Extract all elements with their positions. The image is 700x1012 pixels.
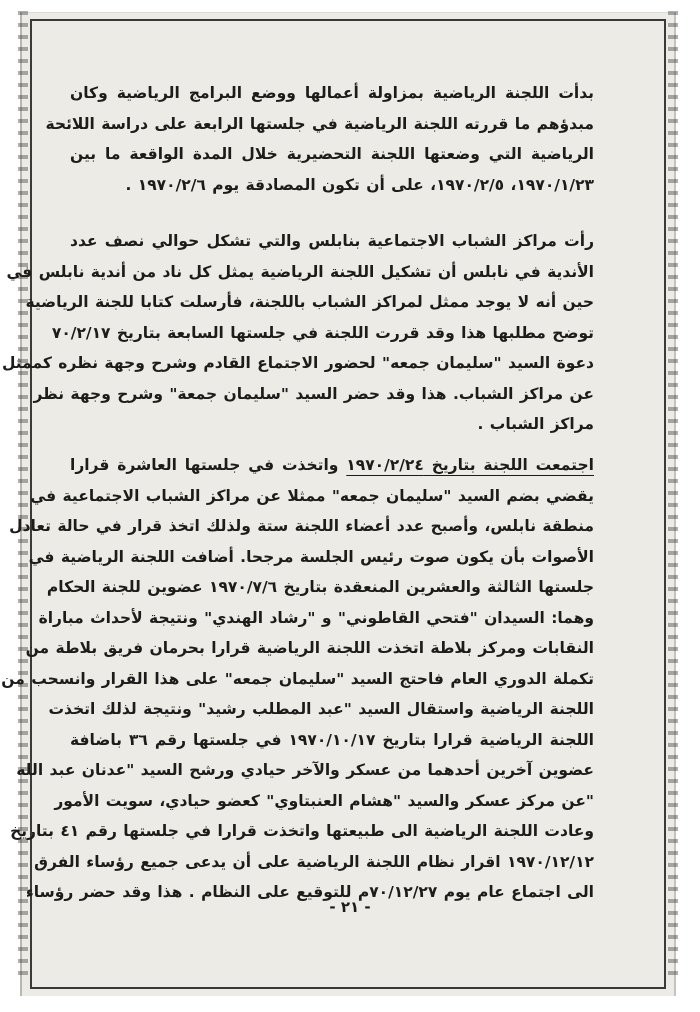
- paragraph-line: "عن مركز عسكر والسيد "هشام العنبتاوي" كعضو حيادي، سويت الأمور: [54, 791, 594, 810]
- paragraph-line: ١٩٧٠/١٢/١٢ اقرار نظام اللجنة الرياضية على أن يدعى جميع رؤساء الفرق: [34, 852, 594, 871]
- paragraph-line: حين أنه لا يوجد ممثل لمراكز الشباب باللجنة، فأرسلت كتابا للجنة الرياضية: [25, 293, 594, 311]
- paragraph-line: عن مراكز الشباب. هذا وقد حضر السيد "سليمان جمعة" وشرح وجهة نظر: [33, 384, 594, 403]
- paragraph-line-rest: واتخذت في جلستها العاشرة قرارا: [70, 456, 347, 474]
- paragraph-line: دعوة السيد "سليمان جمعه" لحضور الاجتماع القادم وشرح وجهة نظره كممثل: [1, 354, 594, 372]
- paragraph-line: عضوين آخرين أحدهما من عسكر والآخر حيادي ورشح السيد "عدنان عبد الله: [16, 761, 594, 779]
- page-number: - ٢١ -: [329, 898, 371, 916]
- paragraph-line: بدأت اللجنة الرياضية بمزاولة أعمالها ووضع البرامج الرياضية وكان: [70, 84, 594, 102]
- paragraph-line: الأصوات بأن يكون صوت رئيس الجلسة مرجحا. أضافت اللجنة الرياضية في: [28, 547, 594, 566]
- paragraph-line: رأت مراكز الشباب الاجتماعية بنابلس والتي تشكل حوالي نصف عدد: [70, 232, 594, 250]
- paragraph-line: وهما: السيدان "فتحي القاطوني" و "رشاد الهندي" ونتيجة لأحداث مباراة: [38, 608, 594, 627]
- paragraph-line: مراكز الشباب .: [477, 415, 594, 433]
- paragraph-line: جلستها الثالثة والعشرين المنعقدة بتاريخ ١٩٧٠/٧/٦ عضوين للجنة الحكام: [46, 578, 594, 596]
- paragraph-line: مبدؤهم ما قررته اللجنة الرياضية في جلستها الرابعة على دراسة اللائحة: [45, 114, 594, 133]
- right-edge-marks: [668, 11, 678, 981]
- paragraph-line: اللجنة الرياضية قرارا بتاريخ ١٩٧٠/١٠/١٧ في جلستها رقم ٣٦ باضافة: [70, 730, 594, 749]
- paragraph-line: ١٩٧٠/١/٢٣، ١٩٧٠/٢/٥، على أن تكون المصادقة يوم ١٩٧٠/٢/٦ .: [125, 175, 594, 194]
- paragraph-3: [1, 450, 594, 908]
- paragraph-line: تكملة الدوري العام فاحتج السيد "سليمان جمعه" على هذا القرار وانسحب من: [1, 669, 594, 688]
- paragraph-line: توضح مطلبها هذا وقد قررت اللجنة في جلستها السابعة بتاريخ ٧٠/٢/١٧: [51, 323, 594, 342]
- paragraph-line: يقضي بضم السيد "سليمان جمعه" ممثلا عن مراكز الشباب الاجتماعية في: [30, 486, 594, 505]
- paragraph-line: الرياضية التي وضعتها اللجنة التحضيرية خلال المدة الواقعة ما بين: [70, 145, 594, 163]
- paragraph-1: [45, 78, 594, 200]
- paragraph-line: وعادت اللجنة الرياضية الى طبيعتها واتخذت قرارا في جلستها رقم ٤١ بتاريخ: [10, 822, 594, 840]
- paragraph-first-line: [70, 450, 594, 481]
- paragraph-2: [1, 226, 594, 440]
- meeting-date-heading: اجتمعت اللجنة بتاريخ ١٩٧٠/٢/٢٤: [346, 456, 594, 474]
- paragraph-line: الى اجتماع عام يوم ٧٠/١٢/٢٧م للتوقيع على النظام . هذا وقد حضر رؤساء: [25, 883, 594, 901]
- paragraph-line: منطقة نابلس، وأصبح عدد أعضاء اللجنة ستة ولذلك اتخذ قرار في حالة تعادل: [9, 517, 594, 535]
- paragraph-line: النقابات ومركز بلاطة اتخذت اللجنة الرياضية قرارا بحرمان فريق بلاطة من: [25, 639, 594, 657]
- paragraph-line: اللجنة الرياضية واستقال السيد "عبد المطلب رشيد" ونتيجة لذلك اتخذت: [48, 700, 594, 718]
- paragraph-line: الأندية في نابلس أن تشكيل اللجنة الرياضية يمثل كل ناد من أندية نابلس في: [6, 262, 594, 281]
